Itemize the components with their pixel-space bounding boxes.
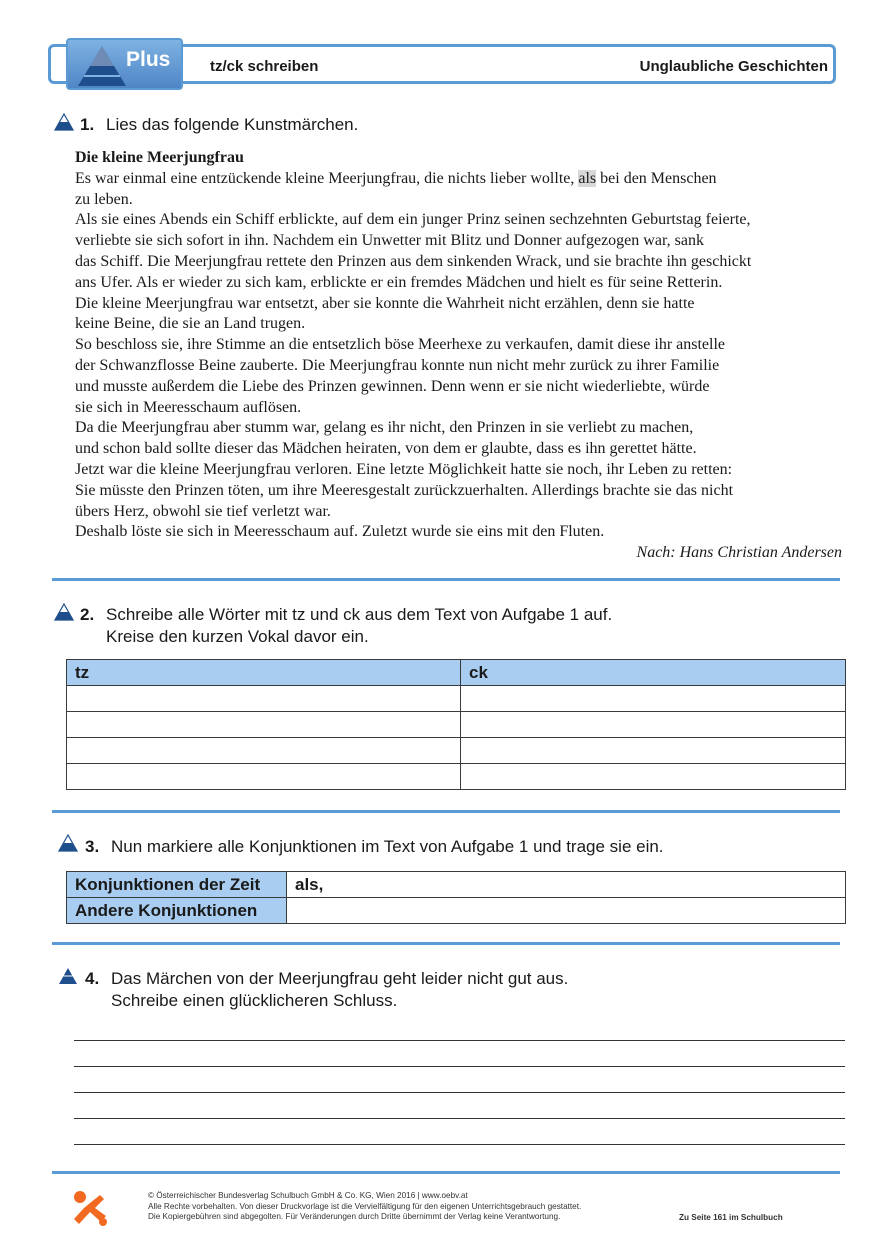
- task4-number: 4.: [85, 969, 100, 988]
- story-line: Sie müsste den Prinzen töten, um ihre Meeresgestalt zurückzuerhalten. Allerdings brachte sie das nicht: [75, 481, 734, 499]
- story-line: Da die Meerjungfrau aber stumm war, gelang es ihr nicht, den Prinzen in sie verliebt zu machen,: [75, 419, 694, 437]
- topic-title: tz/ck schreiben: [210, 58, 319, 75]
- task3-number: 3.: [85, 837, 100, 856]
- story-line: So beschloss sie, ihre Stimme an die entsetzlich böse Meerhexe zu verkaufen, damit diese ihr anstelle: [75, 336, 726, 354]
- story-source: Nach: Hans Christian Andersen: [636, 544, 842, 562]
- pyramid-icon: [76, 44, 128, 88]
- task3-heading: [85, 836, 664, 858]
- story-line: Als sie eines Abends ein Schiff erblickte, auf dem ein junger Prinz seinen sechzehnten Geburtstag feierte,: [75, 211, 751, 229]
- writing-line[interactable]: [74, 1066, 845, 1067]
- task3-instruction: Nun markiere alle Konjunktionen im Text von Aufgabe 1 und trage sie ein.: [111, 837, 664, 856]
- ck-cell[interactable]: [461, 738, 846, 764]
- publisher-logo-icon: [70, 1190, 110, 1228]
- section-divider: [52, 1171, 840, 1174]
- section-divider: [52, 578, 840, 581]
- pyramid-level-icon: [54, 113, 74, 131]
- task2-heading: [80, 604, 612, 648]
- story-line: Es war einmal eine entzückende kleine Meerjungfrau, die nichts lieber wollte, als bei den Menschen: [75, 169, 717, 187]
- story-line: verliebte sie sich sofort in ihn. Nachdem ein Unwetter mit Blitz und Donner aufgezogen war, sank: [75, 232, 704, 250]
- writing-line[interactable]: [74, 1144, 845, 1145]
- ck-cell[interactable]: [461, 712, 846, 738]
- other-conjunctions-input[interactable]: [287, 898, 846, 924]
- footer-line-1: © Österreichischer Bundesverlag Schulbuch GmbH & Co. KG, Wien 2016 | www.oebv.at: [148, 1191, 468, 1200]
- story-line: keine Beine, die sie an Land trugen.: [75, 315, 306, 333]
- section-divider: [52, 942, 840, 945]
- page-reference: Zu Seite 161 im Schulbuch: [679, 1213, 783, 1222]
- footer-line-3: Die Kopiergebühren sind abgegolten. Für Veränderungen durch Dritte übernimmt der Verlag keine Verantwortung.: [148, 1212, 561, 1221]
- task1-heading: [80, 114, 358, 136]
- highlighted-word: als: [578, 169, 597, 187]
- pyramid-level-icon: [54, 603, 74, 621]
- task4-heading: [85, 968, 568, 1012]
- footer-copyright: [148, 1191, 581, 1223]
- footer-line-2: Alle Rechte vorbehalten. Von dieser Druckvorlage ist die Vervielfältigung für den eigenen Unterrichtsgebrauch gestattet.: [148, 1201, 582, 1211]
- story-line: und musste außerdem die Liebe des Prinzen gewinnen. Denn wenn er sie nicht wiederliebte, würde: [75, 377, 710, 395]
- conjunctions-table: [66, 871, 846, 924]
- pyramid-level-icon: [58, 967, 78, 985]
- story-title: Die kleine Meerjungfrau: [75, 149, 244, 166]
- task1-number: 1.: [80, 115, 95, 134]
- pyramid-level-icon: [58, 834, 78, 852]
- row-label-other: Andere Konjunktionen: [67, 898, 287, 924]
- story-line: ans Ufer. Als er wieder zu sich kam, erblickte er ein fremdes Mädchen und hielt es für seine Retterin.: [75, 273, 723, 291]
- row-label-time: Konjunktionen der Zeit: [67, 872, 287, 898]
- tz-cell[interactable]: [67, 712, 461, 738]
- story-line: übers Herz, obwohl sie tief verletzt war.: [75, 502, 331, 520]
- writing-line[interactable]: [74, 1040, 845, 1041]
- task1-instruction: Lies das folgende Kunstmärchen.: [106, 115, 359, 134]
- story-line: der Schwanzflosse Beine zauberte. Die Meerjungfrau konnte nun nicht mehr zurück zu ihrer Familie: [75, 356, 720, 374]
- writing-line[interactable]: [74, 1118, 845, 1119]
- tz-cell[interactable]: [67, 686, 461, 712]
- story-line: zu leben.: [75, 190, 133, 208]
- tz-ck-table: [66, 659, 846, 790]
- ck-cell[interactable]: [461, 686, 846, 712]
- col-header-ck: ck: [461, 660, 846, 686]
- col-header-tz: tz: [67, 660, 461, 686]
- task2-number: 2.: [80, 605, 95, 624]
- task2-instruction-1: Schreibe alle Wörter mit tz und ck aus dem Text von Aufgabe 1 auf.: [106, 605, 613, 624]
- story-line: und schon bald sollte dieser das Mädchen heiraten, von dem er glaubte, dass es ihn gerettet hätte.: [75, 440, 697, 458]
- story-line: das Schiff. Die Meerjungfrau rettete den Prinzen aus dem sinkenden Wrack, und sie brachte ihn geschickt: [75, 252, 752, 270]
- plus-logo: [66, 38, 183, 90]
- unit-title: Unglaubliche Geschichten: [639, 58, 828, 75]
- writing-line[interactable]: [74, 1092, 845, 1093]
- tz-cell[interactable]: [67, 764, 461, 790]
- tz-cell[interactable]: [67, 738, 461, 764]
- section-divider: [52, 810, 840, 813]
- ck-cell[interactable]: [461, 764, 846, 790]
- task4-instruction-1: Das Märchen von der Meerjungfrau geht leider nicht gut aus.: [111, 969, 569, 988]
- time-conjunctions-input[interactable]: als,: [287, 872, 846, 898]
- story-line: Die kleine Meerjungfrau war entsetzt, aber sie konnte die Wahrheit nicht erzählen, denn sie hatte: [75, 294, 695, 312]
- story-line: Jetzt war die kleine Meerjungfrau verloren. Eine letzte Möglichkeit hatte sie noch, ihr Leben zu retten:: [75, 460, 733, 478]
- task4-instruction-2: Schreibe einen glücklicheren Schluss.: [111, 991, 398, 1010]
- logo-label: Plus: [126, 48, 171, 71]
- story-text: [75, 148, 840, 564]
- task2-instruction-2: Kreise den kurzen Vokal davor ein.: [106, 627, 369, 646]
- story-line: sie sich in Meeresschaum auflösen.: [75, 398, 302, 416]
- story-line: Deshalb löste sie sich in Meeresschaum auf. Zuletzt wurde sie eins mit den Fluten.: [75, 523, 605, 541]
